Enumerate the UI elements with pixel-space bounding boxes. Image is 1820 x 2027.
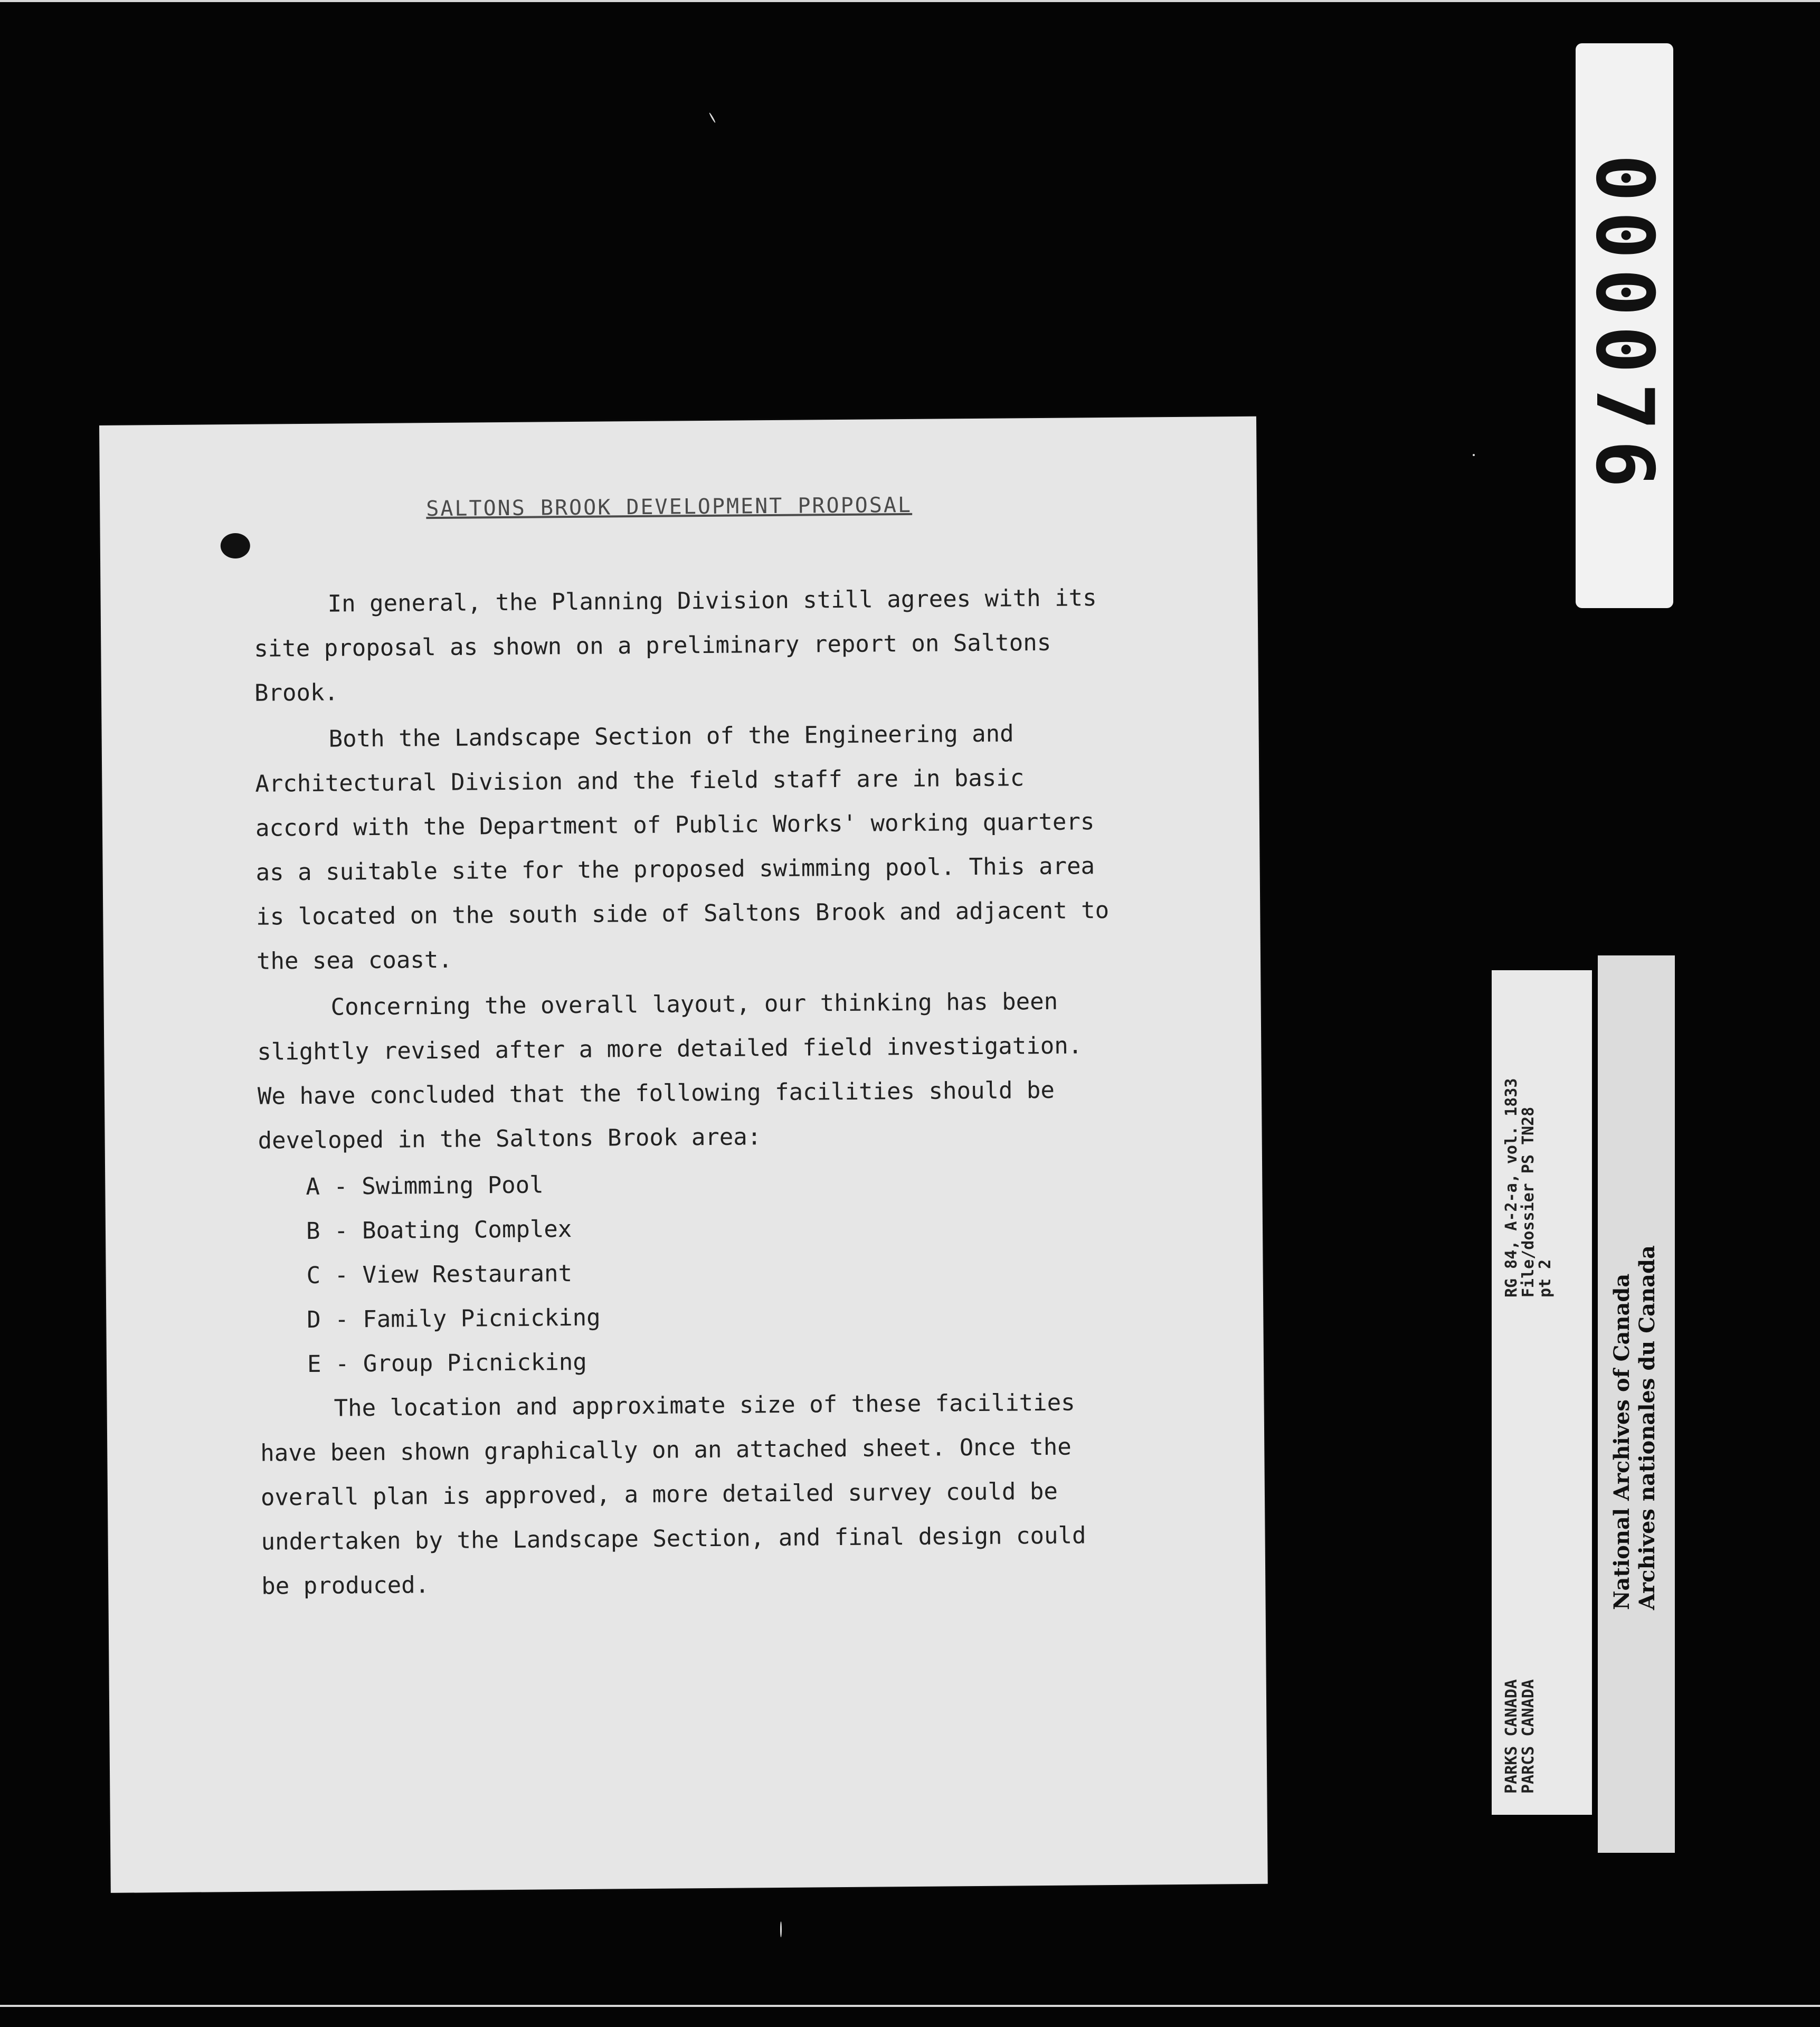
file-reference-line-2: File/dossier PS TN28 — [1519, 1106, 1538, 1297]
frame-number: 000076 — [1578, 154, 1670, 497]
facility-item-e: E - Group Picnicking — [307, 1348, 587, 1378]
film-frame-top-border — [0, 0, 1820, 2]
archive-reference-label — [1492, 970, 1592, 1815]
file-reference-line-3: pt 2 — [1536, 1259, 1554, 1297]
national-archives-fr: Archives nationales du Canada — [1635, 1245, 1660, 1610]
national-archives-en: National Archives of Canada — [1609, 1273, 1634, 1610]
file-reference-line-1: RG 84, A-2-a, vol. 1833 — [1502, 1078, 1521, 1297]
paragraph-1: In general, the Planning Division still agrees with its site proposal as shown on a preliminary report on Saltons Brook. — [254, 584, 1097, 707]
frame-number-tag — [1576, 43, 1673, 608]
facilities-list — [258, 1159, 1125, 1387]
document-title: SALTONS BROOK DEVELOPMENT PROPOSAL — [426, 492, 913, 522]
film-scratch — [780, 1921, 782, 1937]
facility-item-c: C - View Restaurant — [306, 1260, 573, 1289]
agency-name — [1503, 1679, 1537, 1794]
facility-item-d: D - Family Picnicking — [307, 1304, 601, 1333]
paragraph-3: Concerning the overall layout, our thinking has been slightly revised after a more detailed field investigation. We have concluded that the following facilities should be developed in the Saltons Brook area: — [257, 988, 1083, 1154]
film-frame-bottom-border — [0, 2005, 1820, 2007]
national-archives-text — [1609, 1245, 1660, 1610]
agency-name-en: PARKS CANADA — [1502, 1679, 1521, 1794]
agency-name-fr: PARCS CANADA — [1519, 1679, 1538, 1794]
paragraph-closing: The location and approximate size of these facilities have been shown graphically on an attached sheet. Once the overall plan is approved, a more detailed survey could be undertaken by the Landscape Section, and final design could be produced. — [260, 1389, 1086, 1600]
document-body — [253, 576, 1127, 1611]
paragraph-2: Both the Landscape Section of the Engineering and Architectural Division and the field staff are in basic accord with the Department of Public Works' working quarters as a suitable site for the proposed swimming pool. This area is located on the south side of Saltons Brook and adjacent to the sea coast. — [255, 720, 1110, 975]
facility-item-b: B - Boating Complex — [306, 1216, 572, 1245]
national-archives-stamp — [1598, 955, 1675, 1853]
document-page — [99, 416, 1268, 1893]
facility-item-a: A - Swimming Pool — [306, 1171, 544, 1200]
punch-hole — [221, 533, 250, 558]
file-reference — [1503, 1078, 1554, 1297]
film-speck — [1473, 454, 1475, 456]
film-scratch — [709, 112, 716, 124]
